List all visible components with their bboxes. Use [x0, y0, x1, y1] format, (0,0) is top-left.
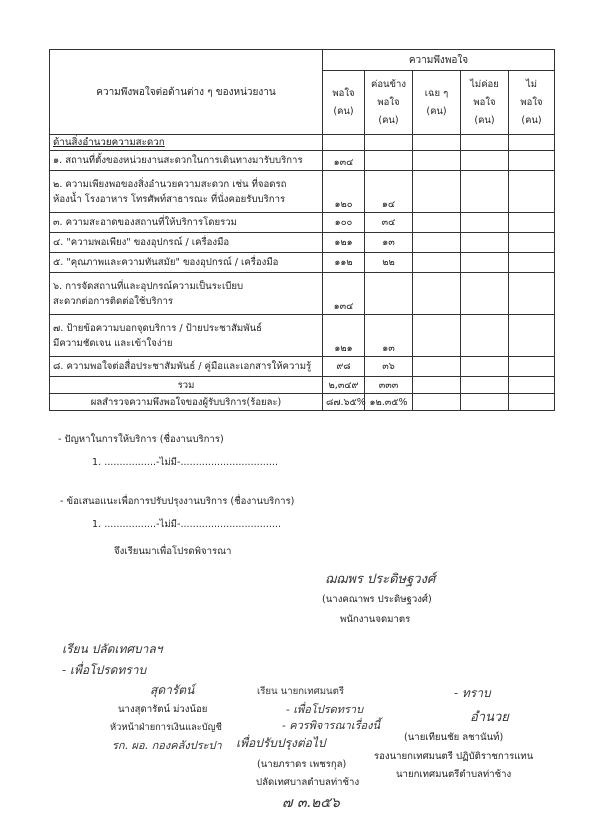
signer3-date: ๗ ๓.๒๕๖	[282, 795, 340, 811]
cell-c2: ๑๔	[365, 171, 413, 213]
cell-c2: ๒๒	[365, 253, 413, 273]
col-header-3: เฉย ๆ (คน)	[413, 71, 461, 135]
result-label: ผลสำรวจความพึงพอใจของผู้รับบริการ(ร้อยละ)	[50, 394, 323, 411]
col-header-5: ไม่ พอใจ (คน)	[509, 71, 555, 135]
col-header-4: ไม่ค่อย พอใจ (คน)	[461, 71, 509, 135]
row-label: ๑. สถานที่ตั้งของหน่วยงานสะดวกในการเดินทางมารับบริการ	[50, 151, 323, 171]
table-row	[50, 273, 555, 315]
signer2-position: หัวหน้าฝ่ายการเงินและบัญชี	[110, 722, 222, 733]
signer3-line2: - ควรพิจารณาเรื่องนี้	[282, 719, 380, 732]
signer3-line3: เพื่อปรับปรุงต่อไป	[236, 736, 326, 750]
signer3-line1: - เพื่อโปรดทราบ	[286, 703, 364, 716]
table-row	[50, 315, 555, 357]
signer4-position: รองนายกเทศมนตรี ปฏิบัติราชการแทน	[374, 751, 534, 762]
row-label: ๖. การจัดสถานที่และอุปกรณ์ความเป็นระเบียบ สะดวกต่อการติดต่อใช้บริการ	[50, 273, 323, 315]
signer2-name: นางสุดารัตน์ ม่วงน้อย	[118, 704, 208, 715]
table-row	[50, 253, 555, 273]
signer2-extra: รก. ผอ. กองคลังประปา	[112, 739, 222, 752]
problems-title: - ปัญหาในการให้บริการ (ชื่องานบริการ)	[58, 434, 224, 445]
sum-row	[50, 377, 555, 394]
signature-4: อำนวย	[470, 710, 509, 725]
cell-c2	[365, 273, 413, 315]
table-row	[50, 357, 555, 377]
note-left-line2: - เพื่อโปรดทราบ	[62, 663, 147, 677]
signer4-name: (นายเทียนชัย ลชานันท์)	[404, 732, 504, 743]
row-label: ๒. ความเพียงพอของสิ่งอำนวยความสะดวก เช่น ที่จอดรถ ห้องน้ำ โรงอาหาร โทรศัพท์สาธารณะ ที่นั่งคอยรับบริการ	[50, 171, 323, 213]
cell-c1: ๙๘	[323, 357, 365, 377]
table-row	[50, 233, 555, 253]
signer1-name: (นางคณาพร ประดิษฐวงศ์)	[322, 594, 432, 605]
signer1-position: พนักงานจดมาตร	[340, 614, 411, 625]
signer4-note: - ทราบ	[454, 686, 491, 700]
suggestions-title: - ข้อเสนอแนะเพื่อการปรับปรุงงานบริการ (ชื่องานบริการ)	[60, 496, 295, 507]
suggestions-item: 1. .................-ไม่มี-.................................	[92, 519, 282, 530]
closing-text: จึงเรียนมาเพื่อโปรดพิจารณา	[114, 546, 232, 557]
section-title: ด้านสิ่งอำนวยความสะดวก	[53, 137, 165, 148]
row-label: ๕. "คุณภาพและความทันสมัย" ของอุปกรณ์ / เครื่องมือ	[50, 253, 323, 273]
cell-c1: ๑๒๑	[323, 233, 365, 253]
cell-c2	[365, 151, 413, 171]
cell-c1: ๑๑๒	[323, 253, 365, 273]
cell-c1: ๑๐๐	[323, 213, 365, 233]
table-row	[50, 171, 555, 213]
cell-c1: ๑๒๑	[323, 315, 365, 357]
cell-c1: ๑๒๐	[323, 171, 365, 213]
signer4-position2: นายกเทศมนตรีตำบลท่าช้าง	[396, 769, 512, 780]
section-row	[50, 135, 555, 151]
signature-2: สุดารัตน์	[150, 683, 195, 697]
header-left: ความพึงพอใจต่อด้านต่าง ๆ ของหน่วยงาน	[50, 50, 323, 135]
header-main: ความพึงพอใจ	[323, 50, 555, 71]
sum-c2: ๓๓๓	[365, 377, 413, 394]
signer3-to: เรียน นายกเทศมนตรี	[257, 686, 344, 697]
problems-item: 1. .................-ไม่มี-................................	[92, 457, 279, 468]
row-label: ๗. ป้ายข้อความบอกจุดบริการ / ป้ายประชาสัมพันธ์ มีความชัดเจน และเข้าใจง่าย	[50, 315, 323, 357]
result-row	[50, 394, 555, 411]
signer3-name: (นายภราดร เพชรกุล)	[257, 759, 347, 770]
satisfaction-table	[49, 49, 555, 411]
result-c2: ๑๒.๓๕%	[365, 394, 413, 411]
cell-c2: ๓๔	[365, 213, 413, 233]
row-label: ๓. ความสะอาดของสถานที่ให้บริการโดยรวม	[50, 213, 323, 233]
note-left-line1: เรียน ปลัดเทศบาลฯ	[62, 642, 163, 656]
table-row	[50, 213, 555, 233]
cell-c2: ๑๓	[365, 233, 413, 253]
result-c1: ๘๗.๖๕%	[323, 394, 365, 411]
cell-c2: ๑๓	[365, 315, 413, 357]
row-label: ๔. "ความพอเพียง" ของอุปกรณ์ / เครื่องมือ	[50, 233, 323, 253]
col-header-2: ค่อนข้าง พอใจ (คน)	[365, 71, 413, 135]
sum-label: รวม	[50, 377, 323, 394]
cell-c2: ๓๖	[365, 357, 413, 377]
row-label: ๘. ความพอใจต่อสื่อประชาสัมพันธ์ / คู่มือและเอกสารให้ความรู้	[50, 357, 323, 377]
sum-c1: ๒,๓๔๙	[323, 377, 365, 394]
signature-1: ฌฌพร ประดิษฐวงศ์	[325, 572, 436, 587]
table-row	[50, 151, 555, 171]
signer3-position: ปลัดเทศบาลตำบลท่าช้าง	[256, 777, 360, 788]
cell-c1: ๑๓๔	[323, 273, 365, 315]
col-header-1: พอใจ (คน)	[323, 71, 365, 135]
cell-c1: ๑๓๔	[323, 151, 365, 171]
